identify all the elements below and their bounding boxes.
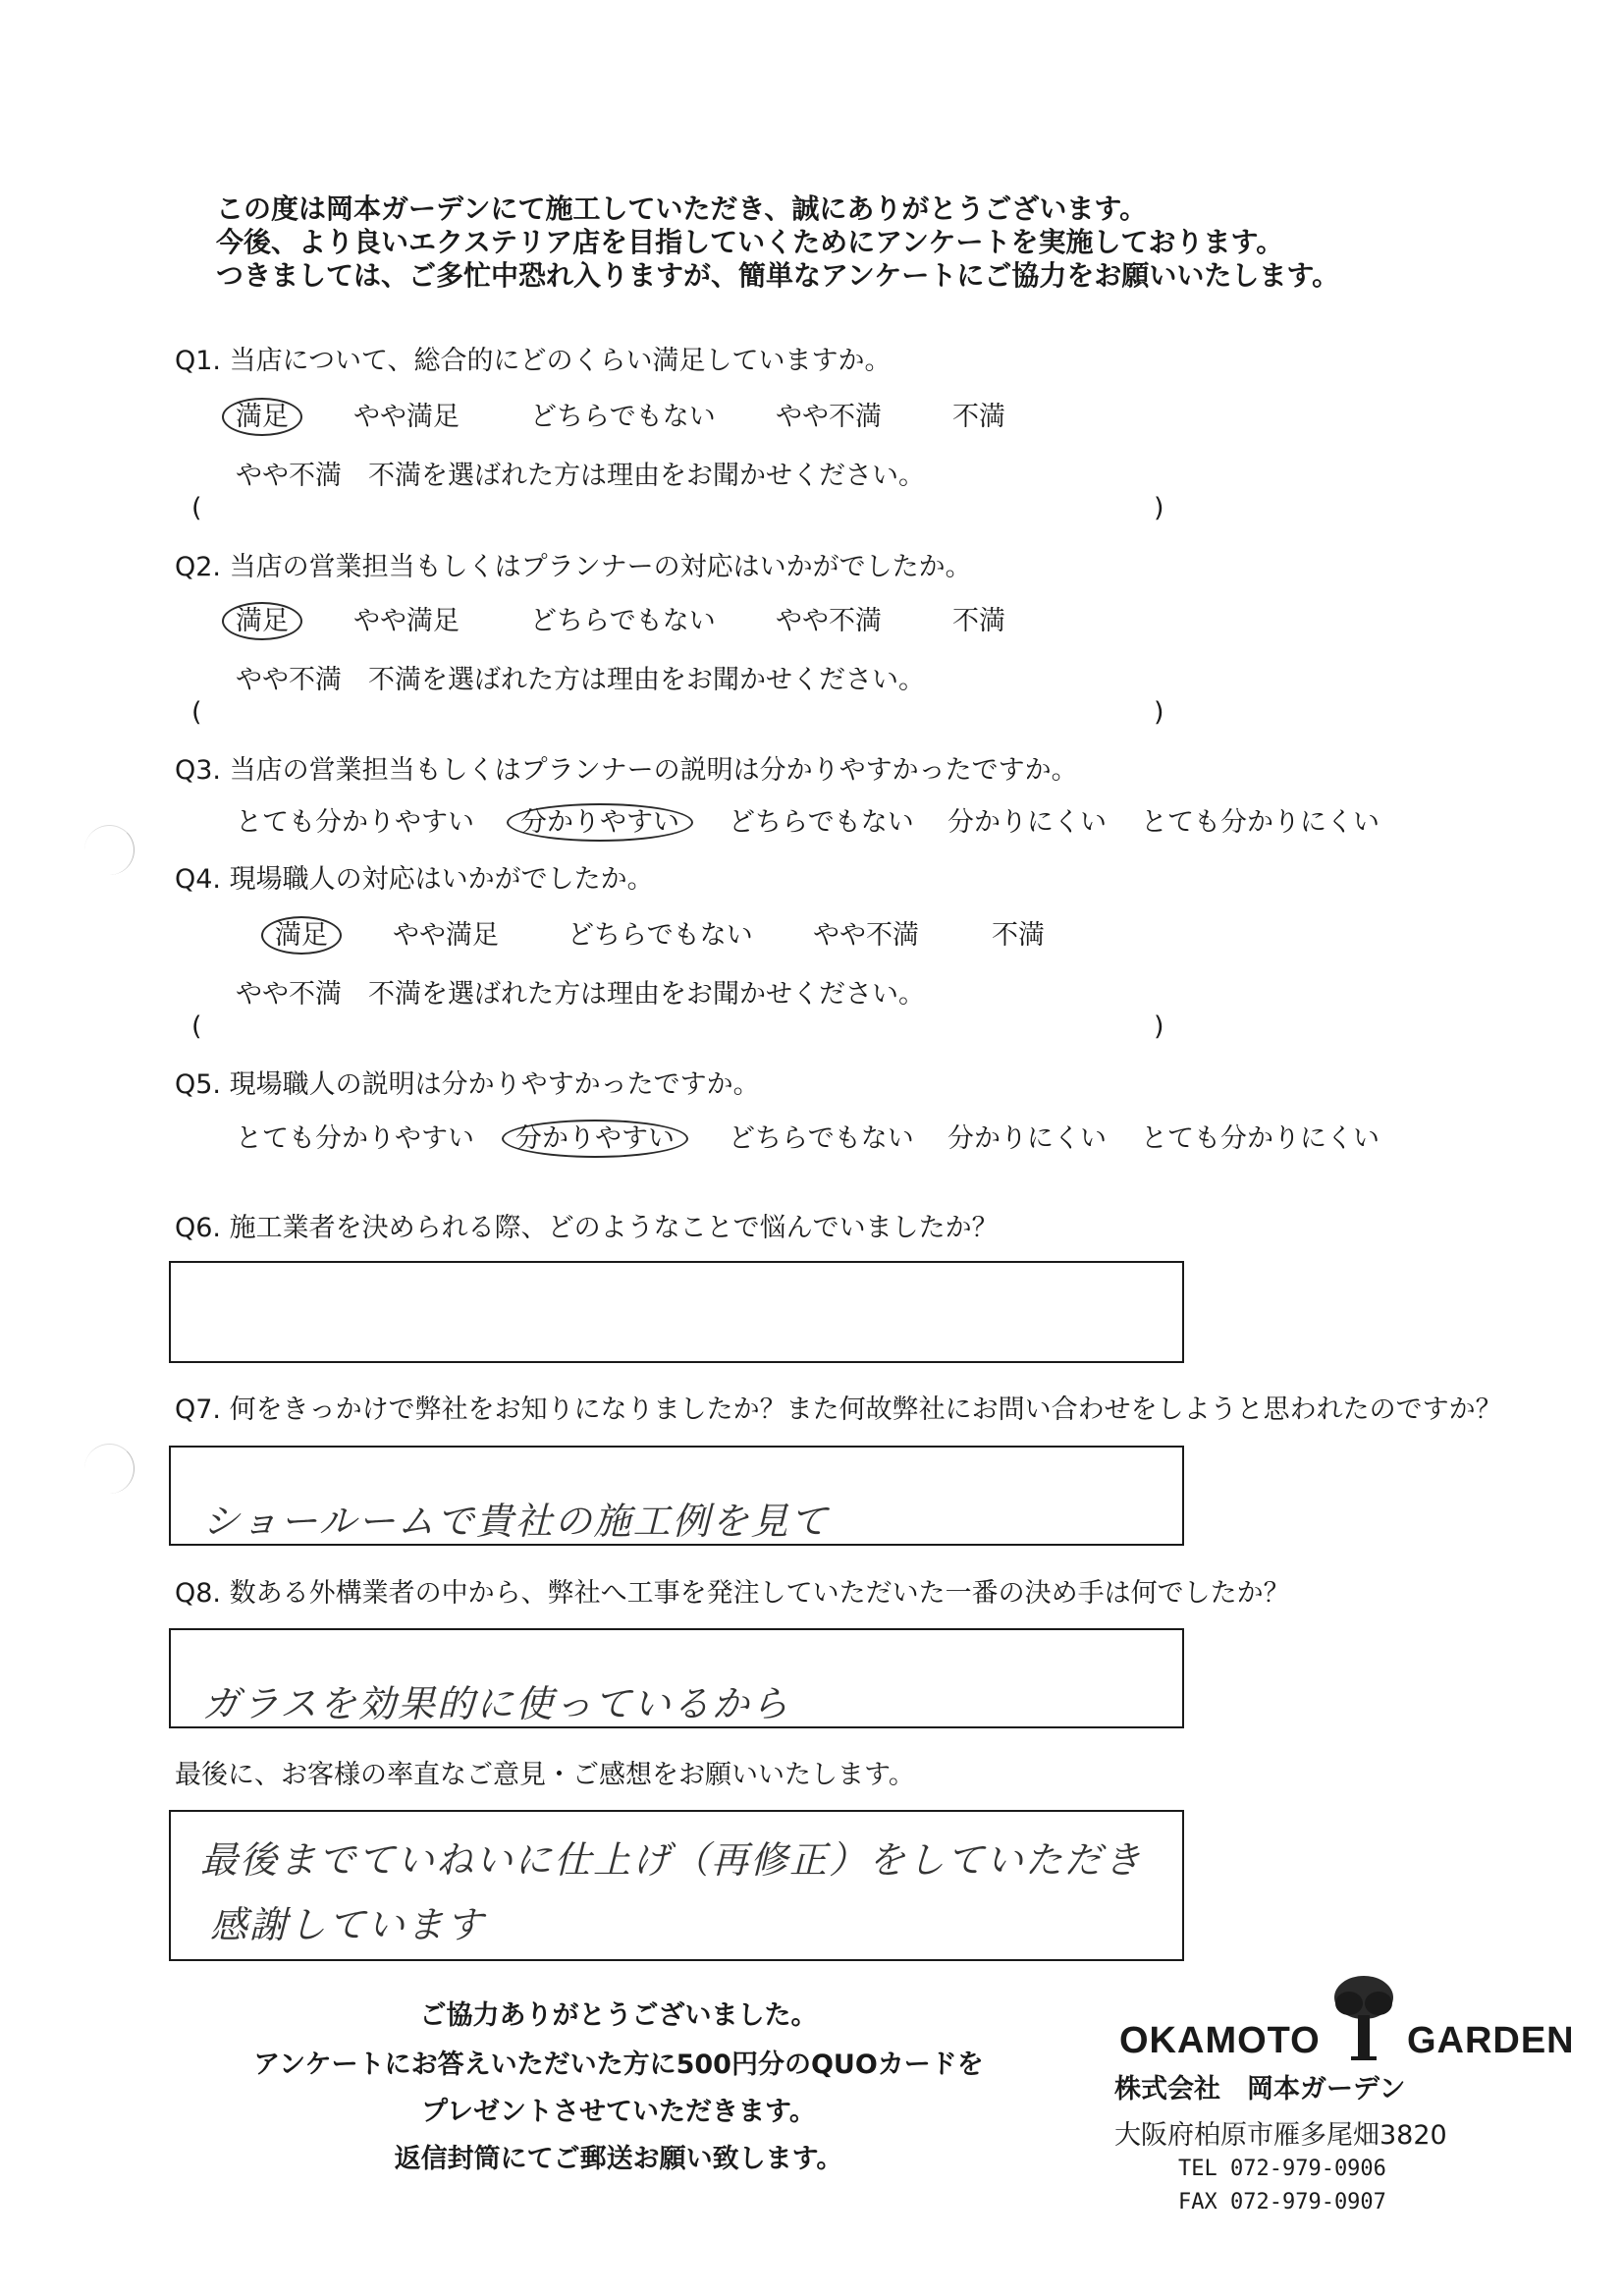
q2-option-5[interactable]: 不満 [952, 606, 1005, 636]
q4-option-5[interactable]: 不満 [992, 920, 1045, 951]
q4-option-2[interactable]: やや満足 [393, 920, 499, 951]
reason-close-paren: ) [1154, 697, 1164, 728]
logo-text-left: OKAMOTO [1119, 2020, 1321, 2061]
q5-option-3[interactable]: どちらでもない [729, 1123, 914, 1154]
footer-line: アンケートにお答えいただいた方に500円分のQUOカードを [253, 2050, 984, 2080]
final-answer-line: 最後までていねいに仕上げ（再修正）をしていただき [200, 1838, 1144, 1882]
footer-line: 返信封筒にてご郵送お願い致します。 [394, 2144, 843, 2174]
q4-option-4[interactable]: やや不満 [813, 920, 919, 951]
reason-open-paren: ( [191, 697, 202, 728]
q2-option-3[interactable]: どちらでもない [530, 606, 716, 636]
q4-option-selected[interactable] [275, 913, 342, 952]
intro-line: 今後、より良いエクステリア店を目指していくためにアンケートを実施しております。 [216, 226, 1284, 258]
reason-close-paren: ) [1154, 1011, 1164, 1042]
q7-answer-text: ショールームで貴社の施工例を見て [202, 1500, 830, 1543]
q6-answer-box[interactable] [169, 1261, 1184, 1363]
q2-option-selected[interactable] [236, 599, 302, 637]
q2-label: Q2. 当店の営業担当もしくはプランナーの対応はいかがでしたか。 [175, 552, 972, 582]
reason-open-paren: ( [191, 1011, 202, 1042]
q7-answer-box[interactable] [169, 1446, 1184, 1546]
company-logo [1119, 1974, 1575, 2062]
reason-open-paren: ( [191, 493, 202, 523]
final-answer-box[interactable] [169, 1810, 1184, 1961]
q3-option-2[interactable]: 分かりやすい [507, 803, 693, 842]
reason-close-paren: ) [1154, 493, 1164, 523]
q1-option-3[interactable]: どちらでもない [530, 402, 716, 432]
q7-label: Q7. 何をきっかけで弊社をお知りになりましたか？また何故弊社にお問い合わせをしようと思われたのですか？ [175, 1394, 1502, 1425]
company-fax: FAX 072-979-0907 [1178, 2190, 1386, 2214]
q3-label: Q3. 当店の営業担当もしくはプランナーの説明は分かりやすかったですか。 [175, 755, 1078, 786]
q4-option-1[interactable]: 満足 [261, 916, 342, 955]
punch-hole [84, 825, 135, 875]
q5-option-1[interactable]: とても分かりやすい [236, 1123, 474, 1154]
q1-label: Q1. 当店について、総合的にどのくらい満足していますか。 [175, 346, 892, 376]
q5-option-2[interactable]: 分かりやすい [502, 1120, 688, 1158]
q6-label: Q6. 施工業者を決められる際、どのようなことで悩んでいましたか？ [175, 1213, 999, 1243]
q3-option-selected[interactable] [520, 800, 693, 839]
q1-option-5[interactable]: 不満 [952, 402, 1005, 432]
q2-option-1[interactable]: 満足 [222, 602, 302, 640]
q5-option-selected[interactable] [515, 1117, 688, 1155]
q8-answer-box[interactable] [169, 1628, 1184, 1728]
q2-note: やや不満 不満を選ばれた方は理由をお聞かせください。 [236, 665, 925, 695]
q1-option-selected[interactable] [236, 395, 302, 433]
q8-answer-text: ガラスを効果的に使っているから [202, 1682, 790, 1725]
q4-label: Q4. 現場職人の対応はいかがでしたか。 [175, 864, 654, 895]
q1-option-1[interactable]: 満足 [222, 398, 302, 436]
footer-line: プレゼントさせていただきます。 [421, 2097, 816, 2127]
q5-option-5[interactable]: とても分かりにくい [1141, 1123, 1380, 1154]
tree-icon [1329, 1974, 1398, 2062]
footer-line: ご協力ありがとうございました。 [419, 2000, 818, 2031]
q3-option-4[interactable]: 分かりにくい [947, 807, 1107, 838]
q5-label: Q5. 現場職人の説明は分かりやすかったですか。 [175, 1069, 760, 1100]
q1-option-2[interactable]: やや満足 [353, 402, 460, 432]
q3-option-5[interactable]: とても分かりにくい [1141, 807, 1380, 838]
company-name: 株式会社 岡本ガーデン [1114, 2074, 1406, 2105]
punch-hole [84, 1444, 135, 1494]
logo-text-right: GARDEN [1406, 2020, 1575, 2061]
final-label: 最後に、お客様の率直なご意見・ご感想をお願いいたします。 [175, 1760, 915, 1790]
q1-note: やや不満 不満を選ばれた方は理由をお聞かせください。 [236, 461, 925, 491]
q3-option-3[interactable]: どちらでもない [729, 807, 914, 838]
q5-option-4[interactable]: 分かりにくい [947, 1123, 1107, 1154]
q3-option-1[interactable]: とても分かりやすい [236, 807, 474, 838]
intro-line: つきましては、ご多忙中恐れ入りますが、簡単なアンケートにご協力をお願いいたします。 [216, 259, 1340, 292]
q8-label: Q8. 数ある外構業者の中から、弊社へ工事を発注していただいた一番の決め手は何でしたか？ [175, 1578, 1290, 1609]
q1-option-4[interactable]: やや不満 [776, 402, 882, 432]
q4-note: やや不満 不満を選ばれた方は理由をお聞かせください。 [236, 979, 925, 1010]
q4-option-3[interactable]: どちらでもない [568, 920, 753, 951]
q2-option-2[interactable]: やや満足 [353, 606, 460, 636]
intro-line: この度は岡本ガーデンにて施工していただき、誠にありがとうございます。 [216, 192, 1148, 225]
q2-option-4[interactable]: やや不満 [776, 606, 882, 636]
company-address: 大阪府柏原市雁多尾畑3820 [1114, 2120, 1447, 2151]
company-tel: TEL 072-979-0906 [1178, 2157, 1386, 2181]
final-answer-line: 感謝しています [210, 1903, 486, 1946]
